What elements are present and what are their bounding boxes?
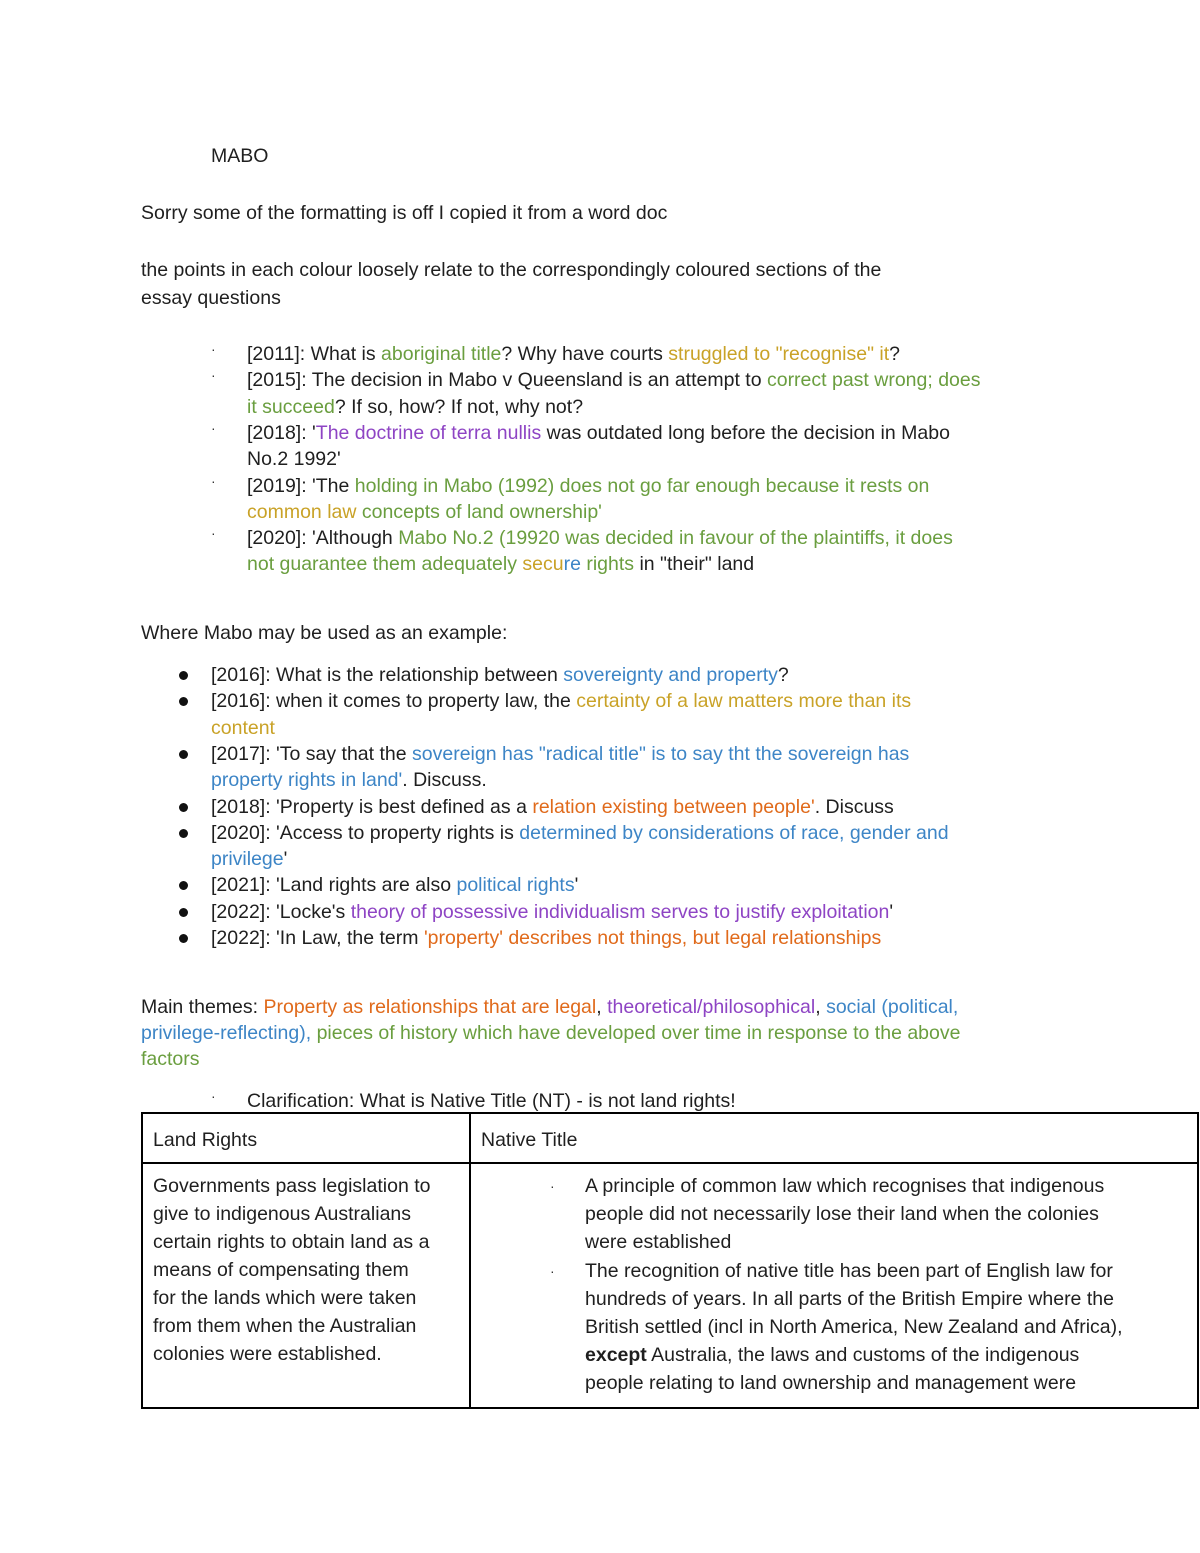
list-item-line xyxy=(211,741,909,767)
list-item-line xyxy=(247,367,981,393)
native-title-cell xyxy=(470,1163,1198,1408)
text-run: not guarantee them adequately xyxy=(247,553,523,576)
list-item-line xyxy=(211,872,578,898)
themes-line xyxy=(141,1020,960,1046)
text-run: holding in Mabo (1992) does not go far enough because it rests on xyxy=(354,474,930,497)
list-item-line xyxy=(211,846,287,872)
land-rights-line: means of compensating them xyxy=(153,1259,409,1281)
text-run: privilege-reflecting), xyxy=(141,1022,317,1044)
text-run: factors xyxy=(141,1048,200,1070)
text-run: it succeed xyxy=(247,395,335,418)
text-run: privilege xyxy=(211,848,284,871)
small-dot-icon: · xyxy=(211,472,216,489)
text-run: [2018]: 'Property is best defined as a xyxy=(211,795,533,818)
native-title-line xyxy=(585,1341,1197,1369)
text-run: theoretical/philosophical xyxy=(607,996,816,1018)
small-dot-icon: · xyxy=(211,1088,216,1104)
list-item-line xyxy=(211,767,487,793)
list-item-line xyxy=(247,341,900,367)
list-item-line xyxy=(247,551,754,577)
clarification-text: Clarification: What is Native Title (NT) - is not land rights! xyxy=(247,1090,736,1112)
table-header-cell xyxy=(142,1113,470,1163)
text-run: [2019]: 'The xyxy=(247,474,355,497)
text-run: ' xyxy=(889,900,894,923)
filled-circle-icon xyxy=(179,908,188,917)
table-header-cell xyxy=(470,1113,1198,1163)
small-dot-icon: · xyxy=(211,367,216,384)
list-item-line xyxy=(211,662,789,688)
text-run: [2020]: 'Access to property rights is xyxy=(211,821,520,844)
text-run: [2011]: What is xyxy=(247,343,382,365)
text-run: social (political, xyxy=(826,996,959,1018)
text-run: ' xyxy=(283,848,288,871)
small-dot-icon: · xyxy=(211,419,216,436)
text-run: correct past wrong; does xyxy=(766,369,981,392)
text-run: common law xyxy=(247,500,357,523)
land-rights-header: Land Rights xyxy=(153,1129,258,1151)
list-item-line xyxy=(247,499,602,525)
text-run: re xyxy=(563,553,581,576)
small-dot-icon: · xyxy=(550,1178,555,1194)
text-run: [2015]: The decision in Mabo v Queensland is an attempt to xyxy=(247,369,767,392)
text-run: [2022]: 'Locke's xyxy=(211,900,351,923)
text-run: content xyxy=(211,716,275,739)
list-item-line xyxy=(211,715,275,741)
text-run: rights xyxy=(580,553,635,576)
text-run: political rights xyxy=(456,874,575,897)
text-run: 'property' describes not things, but legal relationships xyxy=(423,927,882,949)
list-item-line xyxy=(247,446,341,472)
text-run: [2016]: when it comes to property law, the xyxy=(211,690,577,713)
text-run: property rights in land' xyxy=(211,769,403,792)
themes-line xyxy=(141,994,958,1020)
text-run: [2018]: ' xyxy=(247,421,316,444)
list-item-line xyxy=(211,925,881,951)
text-run: people did not necessarily lose their land when the colonies xyxy=(585,1203,1099,1226)
text-run: ' xyxy=(574,874,579,897)
text-run: except xyxy=(585,1344,647,1367)
text-run: pieces of history which have developed over time in response to the above xyxy=(316,1022,961,1044)
land-rights-line: colonies were established. xyxy=(153,1343,382,1365)
text-run: ? xyxy=(777,664,789,686)
table-header-row xyxy=(142,1113,1198,1163)
text-run: certainty of a law matters more than its xyxy=(576,690,912,713)
filled-circle-icon xyxy=(179,803,188,812)
list-item-line xyxy=(211,794,894,820)
text-run: aboriginal title xyxy=(381,343,502,365)
land-rights-line: for the lands which were taken xyxy=(153,1287,417,1309)
text-run: determined by considerations of race, gender and xyxy=(519,821,949,844)
native-title-line xyxy=(585,1200,1197,1228)
native-title-line xyxy=(585,1228,1197,1256)
native-title-line xyxy=(585,1313,1197,1341)
text-run: relation existing between people' xyxy=(532,795,815,818)
text-run: Property as relationships that are legal xyxy=(263,996,597,1018)
native-title-line xyxy=(585,1369,1197,1397)
filled-circle-icon xyxy=(179,934,188,943)
text-run: British settled (incl in North America, New Zealand and Africa), xyxy=(585,1316,1123,1339)
filled-circle-icon xyxy=(179,671,188,680)
description-line-2: essay questions xyxy=(141,287,281,309)
text-run: A principle of common law which recognises that indigenous xyxy=(585,1175,1105,1197)
example-heading: Where Mabo may be used as an example: xyxy=(141,622,508,644)
themes-line xyxy=(141,1046,200,1072)
filled-circle-icon xyxy=(179,881,188,890)
text-run: sovereignty and property xyxy=(563,664,778,686)
list-item-line xyxy=(247,473,929,499)
text-run: ? Why have courts xyxy=(501,343,669,365)
land-rights-line: Governments pass legislation to xyxy=(153,1175,431,1197)
text-run: ? xyxy=(889,343,901,365)
text-run: were established xyxy=(585,1231,732,1254)
list-item-line xyxy=(211,899,893,925)
document-title: MABO xyxy=(211,145,269,167)
text-run: , xyxy=(596,996,608,1018)
list-item-line xyxy=(247,420,950,446)
native-title-points xyxy=(471,1164,1197,1398)
filled-circle-icon xyxy=(179,829,188,838)
list-item-line xyxy=(247,525,953,551)
text-run: . Discuss xyxy=(814,795,894,818)
text-run: hundreds of years. In all parts of the British Empire where the xyxy=(585,1287,1114,1310)
text-run: struggled to "recognise" it xyxy=(668,343,890,365)
text-run: No.2 1992' xyxy=(247,448,341,471)
land-rights-line: give to indigenous Australians xyxy=(153,1203,412,1225)
small-dot-icon: · xyxy=(550,1262,555,1279)
text-run: Australia, the laws and customs of the indigenous xyxy=(646,1344,1080,1367)
text-run: [2021]: 'Land rights are also xyxy=(211,874,457,897)
land-rights-cell xyxy=(142,1163,470,1408)
text-run: The doctrine of terra nullis xyxy=(315,421,542,444)
text-run: people relating to land ownership and management were xyxy=(585,1372,1077,1395)
text-run: [2016]: What is the relationship between xyxy=(211,664,564,686)
native-title-line xyxy=(585,1257,1197,1285)
text-run: . Discuss. xyxy=(402,769,487,792)
text-run: theory of possessive individualism serves to justify exploitation xyxy=(350,900,890,923)
description-line-1: the points in each colour loosely relate to the correspondingly coloured sections of the xyxy=(141,259,882,281)
native-title-line xyxy=(585,1172,1197,1200)
land-rights-native-title-table xyxy=(141,1112,1199,1409)
land-rights-line: from them when the Australian xyxy=(153,1315,417,1337)
intro-note: Sorry some of the formatting is off I copied it from a word doc xyxy=(141,202,668,224)
native-title-header: Native Title xyxy=(481,1129,578,1151)
text-run: [2020]: 'Although xyxy=(247,527,399,550)
text-run: , xyxy=(815,996,827,1018)
text-run: [2022]: 'In Law, the term xyxy=(211,927,424,949)
list-item-line xyxy=(247,394,583,420)
text-run: ? If so, how? If not, why not? xyxy=(334,395,584,418)
small-dot-icon: · xyxy=(211,341,216,357)
text-run: Main themes: xyxy=(141,996,264,1018)
text-run: in "their" land xyxy=(634,553,755,576)
text-run: The recognition of native title has been part of English law for xyxy=(585,1259,1113,1282)
list-item-line xyxy=(211,820,949,846)
text-run: sovereign has "radical title" is to say tht the sovereign has xyxy=(412,742,910,765)
filled-circle-icon xyxy=(179,697,188,706)
table-row xyxy=(142,1163,1198,1408)
small-dot-icon: · xyxy=(211,525,216,542)
land-rights-text xyxy=(143,1164,469,1368)
filled-circle-icon xyxy=(179,750,188,759)
native-title-point xyxy=(471,1257,1197,1398)
list-item-line xyxy=(211,688,911,714)
native-title-point xyxy=(471,1172,1197,1257)
land-rights-line: certain rights to obtain land as a xyxy=(153,1231,430,1253)
text-run: concepts of land ownership' xyxy=(356,500,602,523)
native-title-line xyxy=(585,1285,1197,1313)
text-run: Mabo No.2 (19920 was decided in favour of the plaintiffs, it does xyxy=(398,527,953,550)
text-run: secu xyxy=(522,553,564,576)
text-run: [2017]: 'To say that the xyxy=(211,742,413,765)
text-run: was outdated long before the decision in Mabo xyxy=(541,421,950,444)
